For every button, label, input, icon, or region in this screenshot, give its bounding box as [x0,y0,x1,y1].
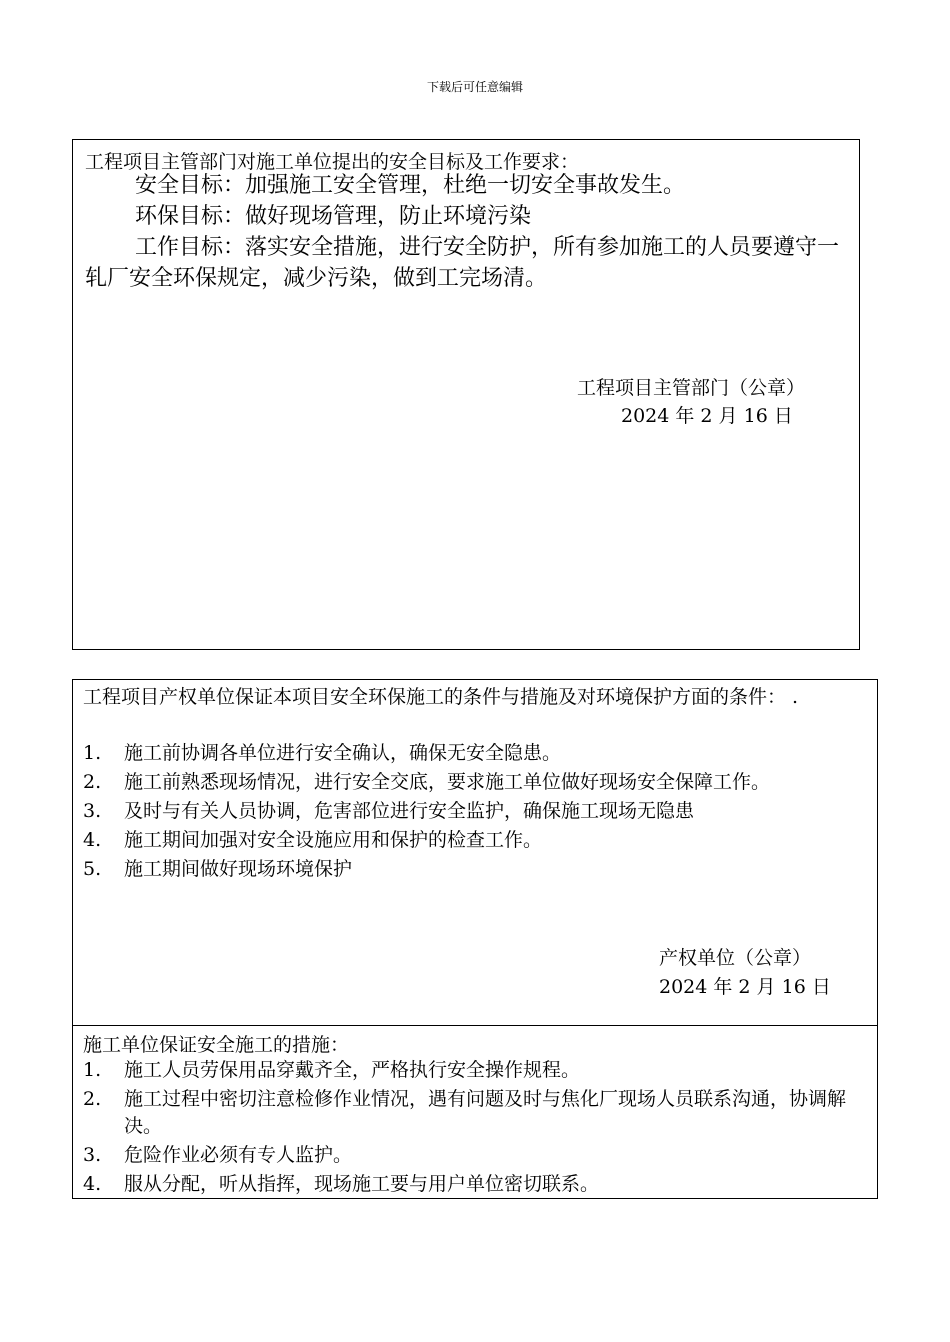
authority-seal-label: 工程项目主管部门（公章） [577,377,806,399]
owner-conditions-heading: 工程项目产权单位保证本项目安全环保施工的条件与措施及对环境保护方面的条件： . [83,686,799,708]
list-item: 3. 危险作业必须有专人监护。 [83,1144,353,1166]
contractor-measures-list [83,1057,869,1200]
owner-date: 2024 年 2 月 16 日 [659,976,831,998]
authority-date: 2024 年 2 月 16 日 [621,405,793,427]
list-item: 3. 及时与有关人员协调，危害部位进行安全监护，确保施工现场无隐患 [83,800,695,822]
list-item: 1. 施工人员劳保用品穿戴齐全，严格执行安全操作规程。 [83,1059,581,1081]
list-item: 1. 施工前协调各单位进行安全确认，确保无安全隐患。 [83,742,562,764]
list-item: 2. 施工过程中密切注意检修作业情况，遇有问题及时与焦化厂现场人员联系沟通，协调解决。 [83,1088,847,1137]
page-header-note: 下载后可任意编辑 [426,80,523,94]
environment-goal: 环保目标：做好现场管理，防止环境污染 [135,204,532,229]
work-goal: 工作目标：落实安全措施，进行安全防护，所有参加施工的人员要遵守一轧厂安全环保规定，减少污染，做到工完场清。 [85,235,840,291]
safety-goals-box [72,139,860,650]
contractor-measures-heading: 施工单位保证安全施工的措施： [83,1034,350,1056]
owner-conditions-list [83,740,869,885]
owner-seal-label: 产权单位（公章） [659,947,812,969]
list-item: 5. 施工期间做好现场环境保护 [83,858,353,880]
safety-goals-heading: 工程项目主管部门对施工单位提出的安全目标及工作要求： [85,151,580,173]
list-item: 4. 服从分配，听从指挥，现场施工要与用户单位密切联系。 [83,1173,600,1195]
section-divider [73,1025,877,1026]
list-item: 4. 施工期间加强对安全设施应用和保护的检查工作。 [83,829,543,851]
list-item: 2. 施工前熟悉现场情况，进行安全交底，要求施工单位做好现场安全保障工作。 [83,771,771,793]
measures-table [72,679,878,1199]
safety-goal: 安全目标：加强施工安全管理，杜绝一切安全事故发生。 [135,173,686,198]
